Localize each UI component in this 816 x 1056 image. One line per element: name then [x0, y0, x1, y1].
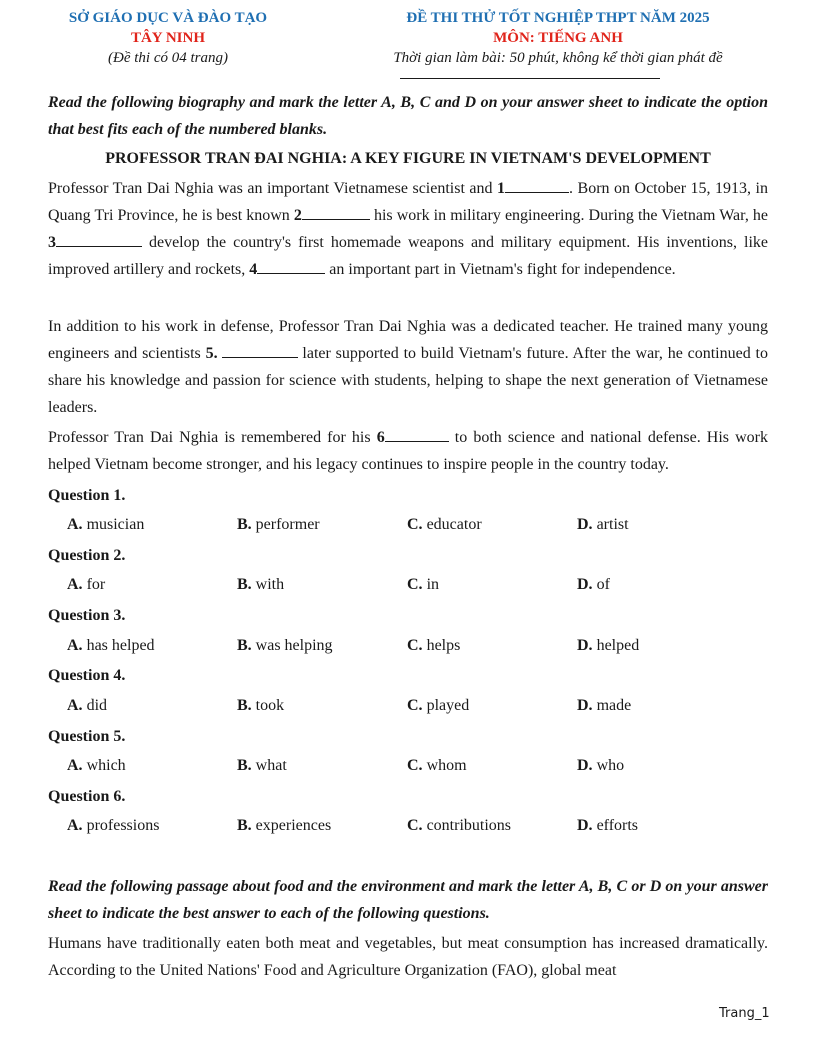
p1-text-1: Professor Tran Dai Nghia was an important Vietnamese scientist and — [48, 180, 498, 197]
question-6-option-c[interactable]: C. contributions — [407, 817, 511, 834]
question-6-label: Question 6. — [48, 788, 126, 805]
p1-text-2: . Born on October 15, 1913, in Quang Tri Province, he is best known — [48, 180, 768, 224]
p1-text-3: his work in military engineering. During the Vietnam War, he — [369, 207, 769, 224]
p1-text-4: develop the country's first homemade weapons and military equipment. His inventions, like improved artillery and rockets, — [48, 234, 768, 278]
question-5-label: Question 5. — [48, 728, 126, 745]
section1-instruction: Read the following biography and mark the letter A, B, C and D on your answer sheet to indicate the option that best fits each of the numbered blanks. — [48, 94, 768, 138]
blank-line-2 — [302, 205, 370, 220]
blank-number-3: 3 — [48, 234, 56, 251]
question-4-options — [48, 696, 768, 716]
question-4-option-a[interactable]: A. did — [67, 697, 108, 714]
question-6-option-d[interactable]: D. efforts — [577, 817, 639, 834]
header-underline — [400, 78, 660, 79]
passage-paragraph-3 — [48, 424, 768, 478]
blank-number-4: 4 — [249, 261, 258, 278]
question-1-options — [48, 515, 768, 535]
exam-title: ĐỀ THI THỬ TỐT NGHIỆP THPT NĂM 2025 — [406, 10, 710, 26]
blank-line-4 — [257, 259, 325, 274]
province-name: TÂY NINH — [130, 30, 206, 46]
question-4-label: Question 4. — [48, 667, 126, 684]
department-name: SỞ GIÁO DỤC VÀ ĐÀO TẠO — [68, 10, 268, 26]
blank-number-2: 2 — [293, 207, 302, 224]
blank-line-5 — [222, 343, 298, 358]
passage-title: PROFESSOR TRAN ĐAI NGHIA: A KEY FIGURE IN VIETNAM'S DEVELOPMENT — [105, 150, 711, 167]
time-note: Thời gian làm bài: 50 phút, không kể thời gian phát đề — [393, 50, 723, 66]
question-6-option-a[interactable]: A. professions — [67, 817, 160, 834]
page-number: Trang_1 — [719, 1006, 770, 1021]
question-3-option-a[interactable]: A. has helped — [67, 637, 155, 654]
blank-number-1: 1 — [497, 180, 506, 197]
question-5-option-b[interactable]: B. what — [237, 757, 287, 774]
question-1-option-b[interactable]: B. performer — [237, 516, 320, 533]
question-1-option-a[interactable]: A. musician — [67, 516, 145, 533]
blank-number-5: 5. — [205, 345, 218, 362]
question-3-option-c[interactable]: C. helps — [407, 637, 461, 654]
p3-text-1: Professor Tran Dai Nghia is remembered for his — [48, 429, 377, 446]
question-5-option-c[interactable]: C. whom — [407, 757, 467, 774]
page-count-note: (Đề thi có 04 trang) — [108, 50, 228, 66]
question-3-option-b[interactable]: B. was helping — [237, 637, 333, 654]
question-2-option-d[interactable]: D. of — [577, 576, 610, 593]
p2-text-2: later supported to build Vietnam's future. After the war, he continued to share his knowledge and passion for science with students, helping to shape the next generation of Vietnamese leaders. — [48, 345, 768, 416]
question-3-options — [48, 636, 768, 656]
exam-header — [48, 8, 768, 78]
question-2-option-c[interactable]: C. in — [407, 576, 440, 593]
p2-text-1: In addition to his work in defense, Professor Tran Dai Nghia was a dedicated teacher. He trained many young engineers and scientists — [48, 318, 768, 362]
question-1-option-c[interactable]: C. educator — [407, 516, 482, 533]
p3-text-2: to both science and national defense. His work helped Vietnam become stronger, and his legacy continues to inspire people in the country today. — [48, 429, 768, 473]
question-3-label: Question 3. — [48, 607, 126, 624]
blank-number-6: 6 — [376, 429, 385, 446]
question-1-label: Question 1. — [48, 487, 126, 504]
blank-line-3 — [56, 232, 142, 247]
header-right — [348, 8, 768, 68]
section2-paragraph-1: Humans have traditionally eaten both meat and vegetables, but meat consumption has increased dramatically. According to the United Nations' Food and Agriculture Organization (FAO), global meat — [48, 935, 768, 979]
p1-text-5: an important part in Vietnam's fight for independence. — [325, 261, 676, 278]
question-2-label: Question 2. — [48, 547, 126, 564]
subject-name: MÔN: TIẾNG ANH — [493, 30, 623, 46]
question-4-option-b[interactable]: B. took — [237, 697, 285, 714]
question-3-option-d[interactable]: D. helped — [577, 637, 640, 654]
section2-instruction: Read the following passage about food and the environment and mark the letter A, B, C or D on your answer sheet to indicate the best answer to each of the following questions. — [48, 878, 768, 922]
passage-paragraph-1 — [48, 175, 768, 283]
question-5-option-d[interactable]: D. who — [577, 757, 625, 774]
question-5-options — [48, 756, 768, 776]
question-6-options — [48, 816, 768, 836]
question-4-option-d[interactable]: D. made — [577, 697, 632, 714]
question-1-option-d[interactable]: D. artist — [577, 516, 629, 533]
question-4-option-c[interactable]: C. played — [407, 697, 470, 714]
question-2-options — [48, 575, 768, 595]
question-6-option-b[interactable]: B. experiences — [237, 817, 332, 834]
blank-line-1 — [505, 178, 569, 193]
question-2-option-b[interactable]: B. with — [237, 576, 285, 593]
passage-paragraph-2 — [48, 313, 768, 421]
question-2-option-a[interactable]: A. for — [67, 576, 106, 593]
blank-line-6 — [385, 427, 449, 442]
question-5-option-a[interactable]: A. which — [67, 757, 126, 774]
header-left — [48, 8, 288, 68]
